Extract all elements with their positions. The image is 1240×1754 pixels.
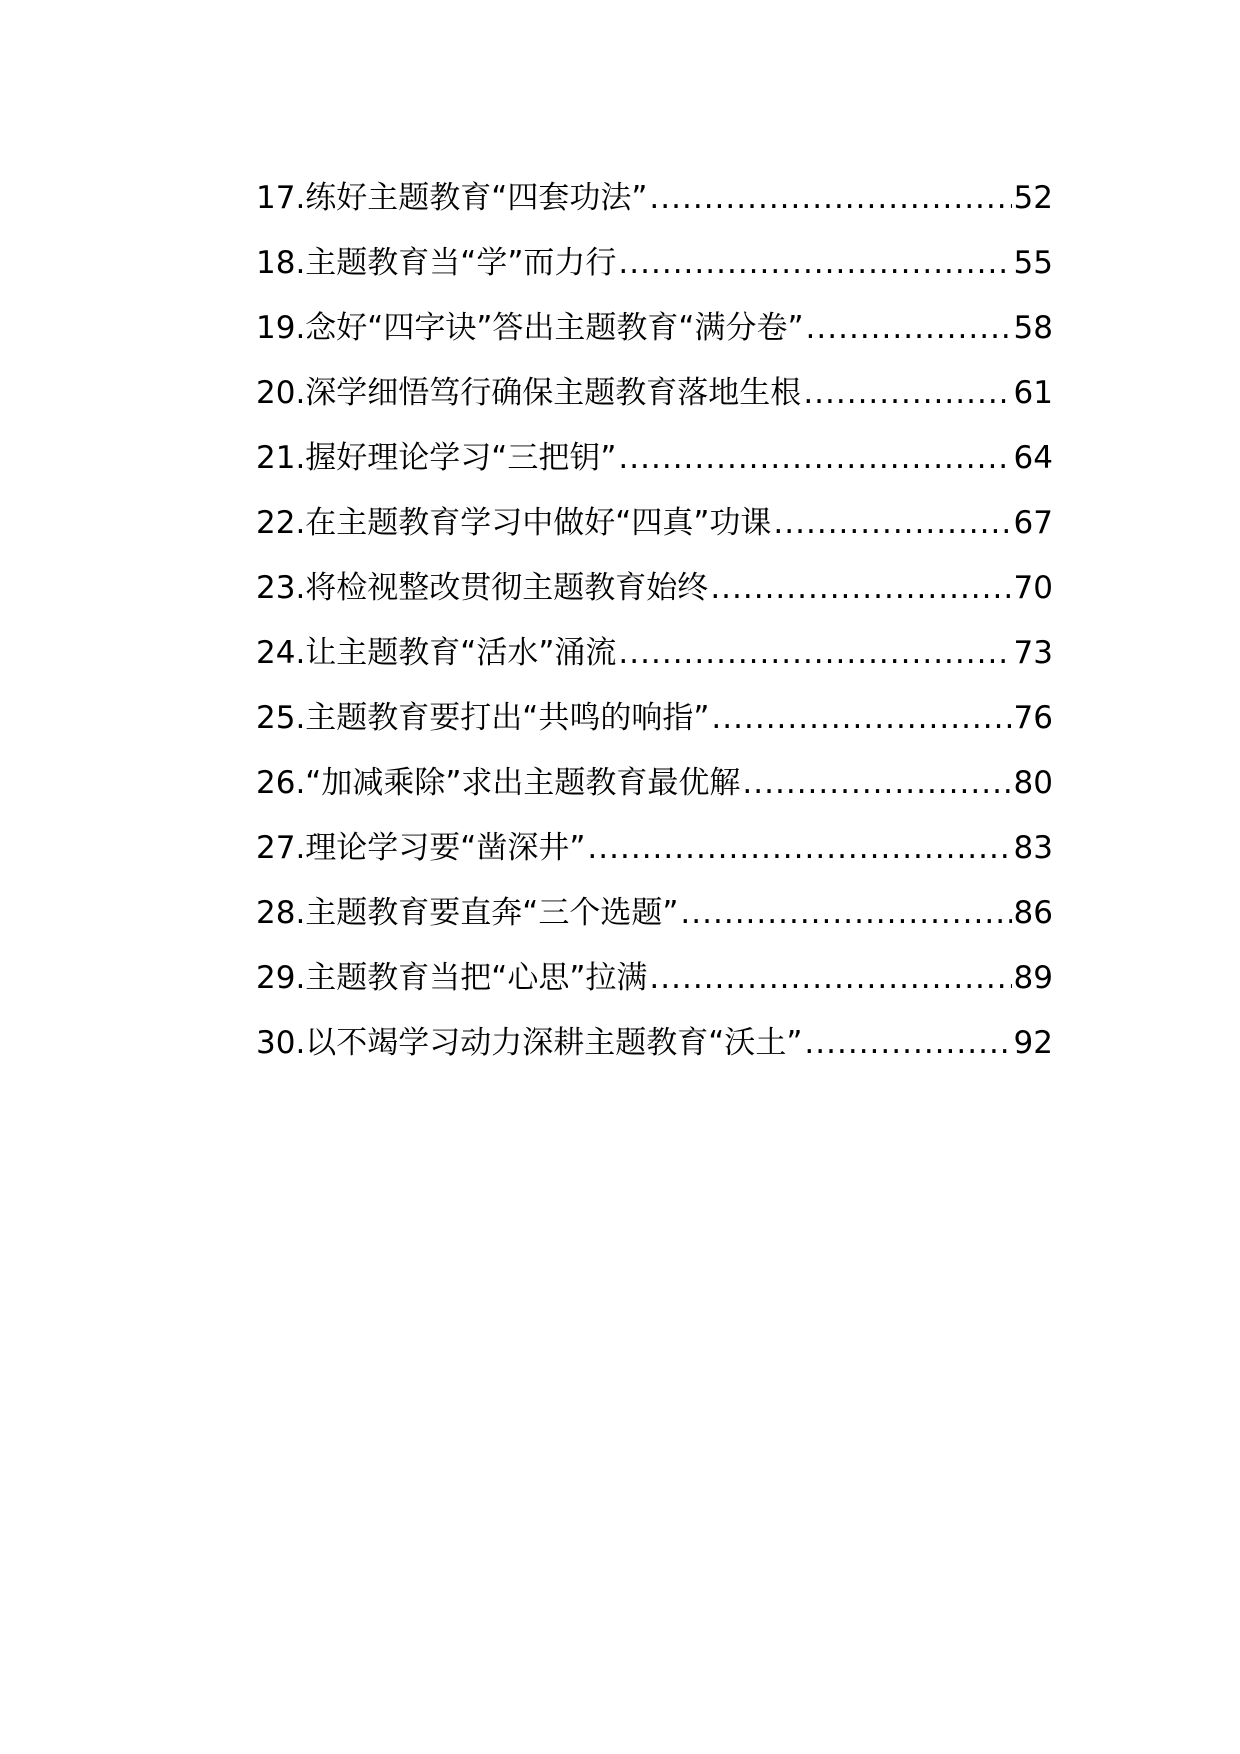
- toc-entry-29[interactable]: [256, 946, 1053, 1011]
- toc-dot-leader: [587, 816, 1011, 881]
- toc-entry-28[interactable]: [256, 881, 1053, 946]
- toc-entry-30[interactable]: [256, 1011, 1053, 1076]
- toc-dot-leader: [711, 686, 1011, 751]
- toc-page-number: 83: [1013, 830, 1053, 866]
- toc-entry-23[interactable]: [256, 556, 1053, 621]
- toc-dot-leader: [742, 751, 1011, 816]
- toc-entry-18[interactable]: [256, 231, 1053, 296]
- toc-dot-leader: [618, 621, 1011, 686]
- toc-page-number: 58: [1013, 310, 1053, 346]
- toc-page-number: 73: [1013, 635, 1053, 671]
- toc-entry-26[interactable]: [256, 751, 1053, 816]
- toc-entry-title: 27.理论学习要“凿深井”: [256, 830, 586, 866]
- toc-page-number: 55: [1013, 245, 1053, 281]
- toc-entry-20[interactable]: [256, 361, 1053, 426]
- toc-entry-title: 20.深学细悟笃行确保主题教育落地生根: [256, 375, 802, 411]
- toc-dot-leader: [618, 426, 1011, 491]
- toc-dot-leader: [806, 296, 1012, 361]
- toc-entry-title: 17.练好主题教育“四套功法”: [256, 180, 648, 216]
- toc-entry-24[interactable]: [256, 621, 1053, 686]
- toc-entry-25[interactable]: [256, 686, 1053, 751]
- toc-page-number: 92: [1013, 1025, 1053, 1061]
- toc-page-number: 64: [1013, 440, 1053, 476]
- toc-entry-title: 28.主题教育要直奔“三个选题”: [256, 895, 679, 931]
- toc-entry-21[interactable]: [256, 426, 1053, 491]
- toc-dot-leader: [710, 556, 1011, 621]
- toc-dot-leader: [803, 361, 1011, 426]
- toc-entry-title: 25.主题教育要打出“共鸣的响指”: [256, 700, 710, 736]
- toc-page-number: 86: [1013, 895, 1053, 931]
- toc-entry-title: 26.“加减乘除”求出主题教育最优解: [256, 765, 741, 801]
- toc-dot-leader: [618, 231, 1011, 296]
- toc-page-number: 89: [1013, 960, 1053, 996]
- toc-page-number: 80: [1013, 765, 1053, 801]
- toc-entry-title: 24.让主题教育“活水”涌流: [256, 635, 617, 671]
- table-of-contents: [256, 166, 1053, 1076]
- toc-dot-leader: [649, 946, 1011, 1011]
- toc-entry-title: 21.握好理论学习“三把钥”: [256, 440, 617, 476]
- toc-entry-19[interactable]: [256, 296, 1053, 361]
- toc-entry-title: 18.主题教育当“学”而力行: [256, 245, 617, 281]
- toc-entry-title: 19.念好“四字诀”答出主题教育“满分卷”: [256, 310, 804, 346]
- toc-entry-title: 23.将检视整改贯彻主题教育始终: [256, 570, 709, 606]
- toc-entry-title: 22.在主题教育学习中做好“四真”功课: [256, 505, 772, 541]
- toc-entry-27[interactable]: [256, 816, 1053, 881]
- toc-entry-17[interactable]: [256, 166, 1053, 231]
- toc-entry-title: 30.以不竭学习动力深耕主题教育“沃土”: [256, 1025, 803, 1061]
- toc-entry-title: 29.主题教育当把“心思”拉满: [256, 960, 648, 996]
- toc-dot-leader: [680, 881, 1011, 946]
- toc-dot-leader: [649, 166, 1011, 231]
- toc-dot-leader: [804, 1011, 1011, 1076]
- toc-page-number: 52: [1013, 180, 1053, 216]
- toc-page-number: 67: [1013, 505, 1053, 541]
- toc-page-number: 70: [1013, 570, 1053, 606]
- toc-entry-22[interactable]: [256, 491, 1053, 556]
- toc-page-number: 61: [1013, 375, 1053, 411]
- toc-page-number: 76: [1013, 700, 1053, 736]
- toc-dot-leader: [773, 491, 1011, 556]
